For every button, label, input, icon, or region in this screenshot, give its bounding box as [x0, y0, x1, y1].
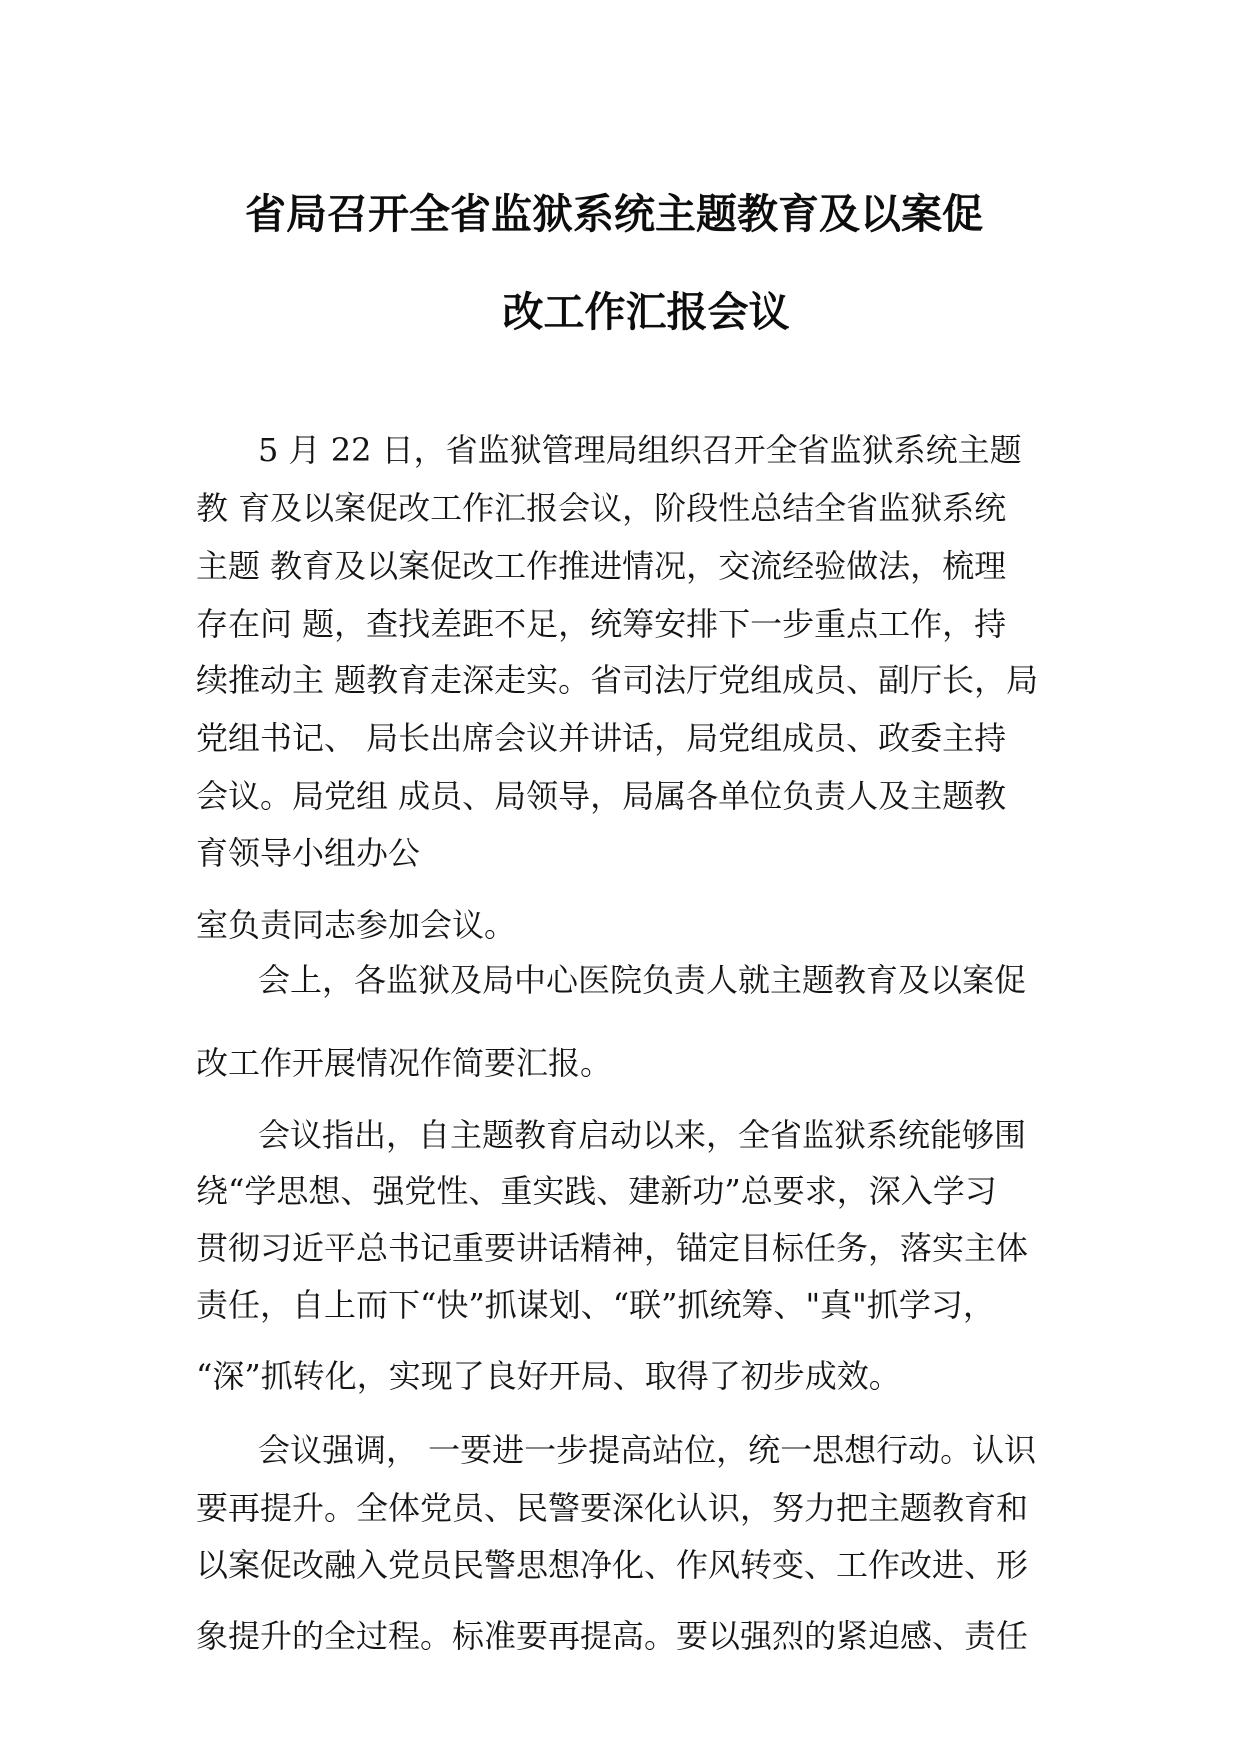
paragraph-line: 育领导小组办公 [196, 834, 421, 872]
paragraph-line: 会议指出，自主题教育启动以来，全省监狱系统能够围 [258, 1116, 1027, 1154]
paragraph-line: 改工作开展情况作简要汇报。 [196, 1044, 613, 1082]
paragraph-line: 象提升的全过程。标准要再提高。要以强烈的紧迫感、责任 [196, 1617, 1029, 1655]
document-title-line-1: 省局召开全省监狱系统主题教育及以案促 [245, 190, 983, 238]
paragraph-line: 责任，自上而下“快”抓谋划、“联”抓统筹、"真"抓学习， [196, 1286, 995, 1324]
paragraph-line: 贯彻习近平总书记重要讲话精神，锚定目标任务，落实主体 [196, 1229, 1029, 1267]
paragraph-line: 要再提升。全体党员、民警要深化认识，努力把主题教育和 [196, 1489, 1029, 1527]
paragraph-line: 会上，各监狱及局中心医院负责人就主题教育及以案促 [258, 961, 1027, 999]
paragraph-line: “深”抓转化，实现了良好开局、取得了初步成效。 [196, 1357, 901, 1395]
paragraph-line: 教 育及以案促改工作汇报会议，阶段性总结全省监狱系统 [196, 489, 1007, 527]
paragraph-line: 党组书记、 局长出席会议并讲话，局党组成员、政委主持 [196, 719, 1007, 757]
paragraph-line: 续推动主 题教育走深走实。省司法厅党组成员、副厅长，局 [196, 661, 1039, 699]
paragraph-line: 以案促改融入党员民警思想净化、作风转变、工作改进、形 [196, 1546, 1029, 1584]
paragraph-line: 会议。局党组 成员、局领导，局属各单位负责人及主题教 [196, 777, 1007, 815]
paragraph-line: 室负责同志参加会议。 [196, 906, 517, 944]
paragraph-line: 5 月 22 日，省监狱管理局组织召开全省监狱系统主题 [258, 431, 1022, 469]
document-title-line-2: 改工作汇报会议 [502, 288, 790, 336]
paragraph-line: 绕“学思想、强党性、重实践、建新功”总要求，深入学习 [196, 1172, 997, 1210]
paragraph-line: 存在问 题，查找差距不足，统筹安排下一步重点工作，持 [196, 605, 1007, 643]
paragraph-line: 主题 教育及以案促改工作推进情况，交流经验做法，梳理 [196, 547, 1007, 585]
paragraph-line: 会议强调， 一要进一步提高站位，统一思想行动。认识 [258, 1431, 1037, 1469]
